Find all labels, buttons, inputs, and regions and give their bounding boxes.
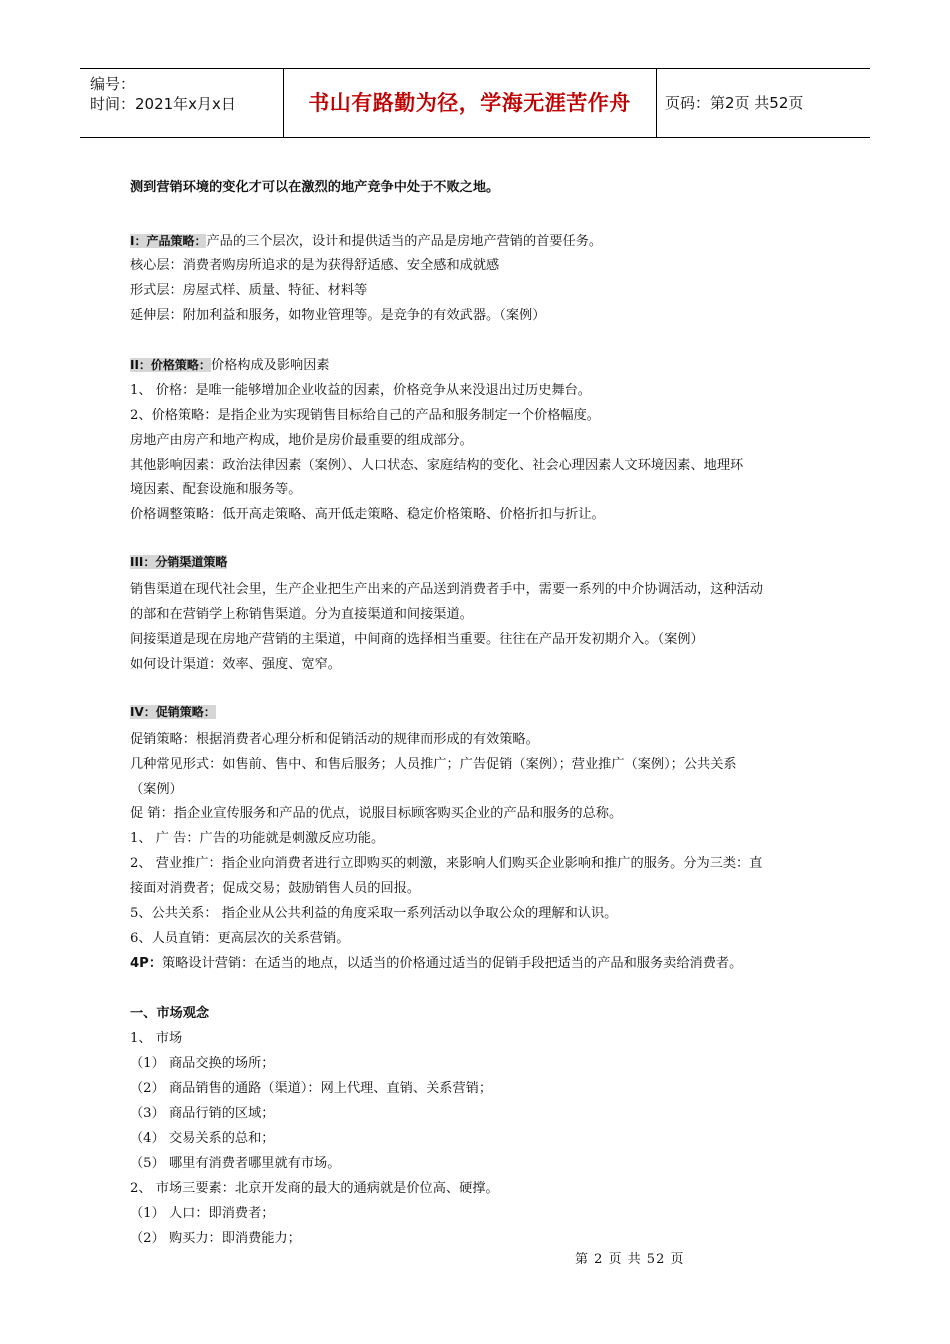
page-header — [80, 68, 870, 138]
text-line — [130, 379, 591, 398]
line-text: （2） 商品销售的通路（渠道）：网上代理、直销、关系营销； — [130, 1081, 493, 1096]
text-line — [130, 927, 349, 946]
section-heading: IV：促销策略： — [130, 705, 216, 719]
line-text: 延伸层：附加利益和服务，如物业管理等。是竞争的有效武器。（案例） — [130, 308, 546, 323]
line-text: 间接渠道是现在房地产营销的主渠道，中间商的选择相当重要。往往在产品开发初期介入。（案例） — [130, 632, 704, 647]
text-line — [130, 1202, 274, 1221]
line-text: 策略设计营销：在适当的地点，以适当的价格通过适当的促销手段把适当的产品和服务卖给消费者。 — [162, 956, 743, 971]
text-line — [130, 553, 227, 570]
motto: 书山有路勤为径，学海无涯苦作舟 — [283, 69, 657, 137]
text-line — [130, 279, 367, 298]
line-text: 促销策略：根据消费者心理分析和促销活动的规律而形成的有效策略。 — [130, 732, 539, 747]
page-footer: 第 2 页 共 52 页 — [575, 1252, 685, 1267]
line-text: （5） 哪里有消费者哪里就有市场。 — [130, 1156, 341, 1171]
number-label: 编号： — [90, 75, 136, 93]
line-text: 2、 市场三要素：北京开发商的最大的通病就是价位高、硬撑。 — [130, 1181, 499, 1196]
text-line — [130, 454, 743, 473]
text-line — [130, 1227, 301, 1246]
line-text: 6、人员直销：更高层次的关系营销。 — [130, 931, 350, 946]
line-text: 5、公共关系： 指企业从公共利益的角度采取一系列活动以争取公众的理解和认识。 — [130, 906, 618, 921]
line-text: 接面对消费者；促成交易；鼓励销售人员的回报。 — [130, 881, 421, 896]
text-line — [130, 1177, 499, 1196]
text-line — [130, 728, 539, 747]
line-text: 1、 广 告：广告的功能就是刺激反应功能。 — [130, 831, 385, 846]
time-label: 时间：2021年x月x日 — [90, 95, 236, 113]
text-line — [130, 1027, 182, 1046]
text-line — [130, 1077, 492, 1096]
section-heading: II：价格策略： — [130, 358, 211, 372]
text-line — [130, 354, 330, 373]
text-line — [130, 1127, 274, 1146]
line-text: 1、 价格：是唯一能够增加企业收益的因素，价格竞争从来没退出过历史舞台。 — [130, 383, 591, 398]
bold-label: 一、市场观念 — [130, 1006, 210, 1021]
bold-label: 4P： — [130, 956, 163, 971]
text-line — [130, 429, 473, 448]
text-line — [130, 254, 499, 273]
text-line — [130, 478, 301, 497]
text-line — [130, 703, 216, 720]
text-line — [130, 503, 605, 522]
line-text: 促 销：指企业宣传服务和产品的优点，说服目标顾客购买企业的产品和服务的总称。 — [130, 806, 623, 821]
line-text: （案例） — [130, 782, 183, 797]
section-heading: I：产品策略： — [130, 234, 207, 248]
page-info: 页码：第2页 共52页 — [665, 94, 804, 112]
line-text: 形式层：房屋式样、质量、特征、材料等 — [130, 283, 368, 298]
text-line — [130, 1002, 209, 1021]
line-text: （1） 人口：即消费者； — [130, 1206, 275, 1221]
line-text: 境因素、配套设施和服务等。 — [130, 482, 302, 497]
line-text: （2） 购买力：即消费能力； — [130, 1231, 301, 1246]
text-line — [130, 877, 420, 896]
text-line — [130, 628, 704, 647]
line-text: 2、 营业推广：指企业向消费者进行立即购买的刺激，来影响人们购买企业影响和推广的服务。分为三类：直 — [130, 856, 763, 871]
text-line — [130, 1052, 274, 1071]
line-text: 销售渠道在现代社会里，生产企业把生产出来的产品送到消费者手中，需要一系列的中介协调活动，这种活动 — [130, 582, 763, 597]
line-text: 几种常见形式：如售前、售中、和售后服务；人员推广；广告促销（案例）；营业推广（案例）；公共关系 — [130, 757, 737, 772]
text-line — [130, 1102, 274, 1121]
text-line — [130, 902, 617, 921]
line-text: 的部和在营销学上称销售渠道。分为直接渠道和间接渠道。 — [130, 607, 473, 622]
line-text: 测到营销环境的变化才可以在激烈的地产竞争中处于不败之地。 — [130, 180, 500, 195]
line-text: 1、 市场 — [130, 1031, 183, 1046]
line-text: （4） 交易关系的总和； — [130, 1131, 275, 1146]
section-heading: III：分销渠道策略 — [130, 555, 228, 569]
line-text: 核心层：消费者购房所追求的是为获得舒适感、安全感和成就感 — [130, 258, 500, 273]
header-meta — [80, 69, 284, 137]
text-line — [130, 852, 762, 871]
text-line — [130, 578, 763, 597]
text-line — [130, 603, 473, 622]
text-line — [130, 304, 545, 323]
text-line — [130, 753, 737, 772]
text-line — [130, 404, 600, 423]
line-text: 2、价格策略：是指企业为实现销售目标给自己的产品和服务制定一个价格幅度。 — [130, 408, 600, 423]
line-text: 价格调整策略：低开高走策略、高开低走策略、稳定价格策略、价格折扣与折让。 — [130, 507, 605, 522]
line-text: （1） 商品交换的场所； — [130, 1056, 275, 1071]
text-line — [130, 1152, 340, 1171]
line-text: 其他影响因素：政治法律因素（案例）、人口状态、家庭结构的变化、社会心理因素人文环境因素、地理环 — [130, 458, 744, 473]
text-line — [130, 176, 499, 195]
line-text: 产品的三个层次，设计和提供适当的产品是房地产营销的首要任务。 — [206, 234, 603, 249]
text-line — [130, 802, 622, 821]
line-text: 房地产由房产和地产构成，地价是房价最重要的组成部分。 — [130, 433, 473, 448]
text-line — [130, 778, 183, 797]
line-text: （3） 商品行销的区域； — [130, 1106, 275, 1121]
text-line — [130, 952, 742, 971]
text-line — [130, 230, 602, 249]
text-line — [130, 653, 341, 672]
line-text: 价格构成及影响因素 — [210, 358, 330, 373]
line-text: 如何设计渠道：效率、强度、宽窄。 — [130, 657, 341, 672]
text-line — [130, 827, 384, 846]
